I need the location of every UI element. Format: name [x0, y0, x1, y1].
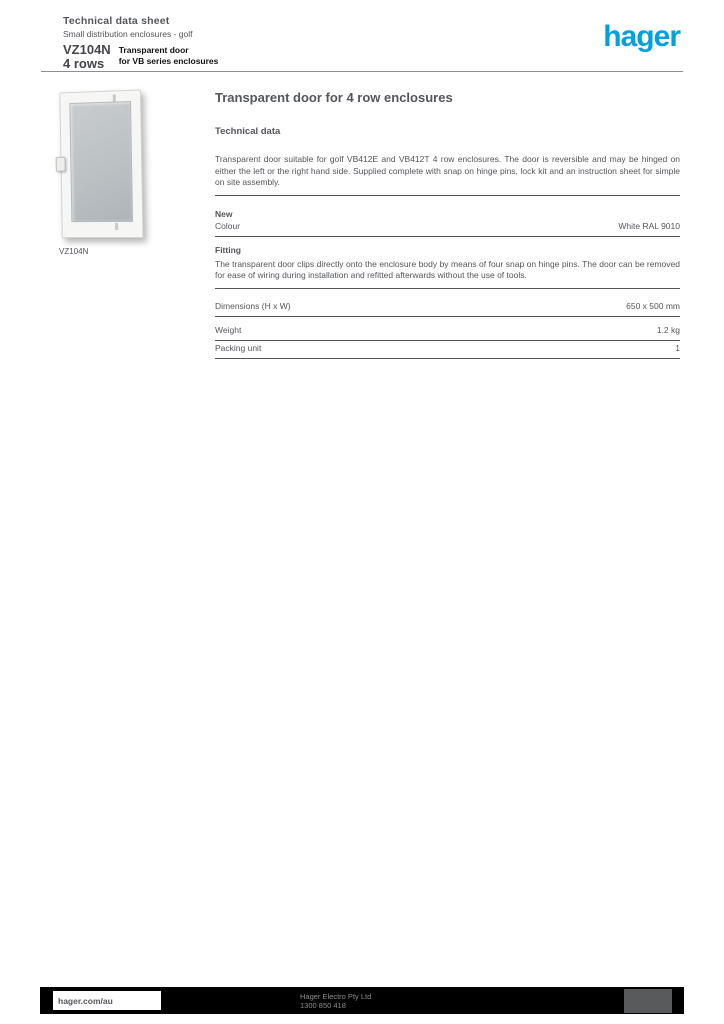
footer-website-link: hager.com/au [58, 995, 113, 1006]
spec-row-colour [215, 219, 680, 237]
spec-row-dimensions [215, 299, 680, 317]
footer-company-info [300, 992, 371, 1010]
spec-label: Weight [215, 324, 242, 335]
footer-bar [40, 987, 684, 1014]
product-desc-line2: for VB series enclosures [118, 56, 219, 66]
section-heading: Technical data [215, 126, 281, 137]
product-reference-row [63, 43, 218, 71]
spec-value: 1.2 kg [656, 324, 680, 335]
spec-label: Dimensions (H x W) [215, 300, 291, 311]
group1-caption: New [215, 208, 233, 219]
header-divider [41, 71, 683, 72]
header [63, 15, 218, 71]
hager-logo-text: hager [603, 20, 680, 53]
product-code: VZ104N [63, 42, 111, 57]
fitting-paragraph: The transparent door clips directly onto the enclosure body by means of four snap on hinge pins. The door can be removed for ease of wiring during installation and refitted afterwards without the use of tools. [215, 259, 680, 289]
product-image-caption: VZ104N [59, 247, 89, 256]
spec-column [215, 90, 680, 359]
spec-row-packing [215, 341, 680, 359]
spec-value: 1 [675, 342, 680, 353]
qr-code [624, 989, 672, 1013]
intro-paragraph: Transparent door suitable for golf VB412E and VB412T 4 row enclosures. The door is reversible and may be hinged on either the left or the right hand side. Supplied complete with snap on hinge pins, lock kit and an instruction sheet for simple on site assembly. [215, 154, 680, 196]
group2-heading: Fitting [215, 244, 241, 255]
footer-website-box [53, 991, 161, 1010]
spec-value: 650 x 500 mm [626, 300, 680, 311]
footer-company-line1: Hager Electro Pty Ltd [300, 992, 372, 1001]
product-short-description [119, 43, 219, 71]
product-code-sub: 4 rows [63, 56, 105, 71]
product-desc-line1: Transparent door [118, 45, 189, 55]
door-frame [59, 90, 143, 238]
product-reference [63, 43, 111, 71]
spec-label: Colour [215, 220, 241, 231]
door-hinge-icon [115, 223, 118, 230]
spec-value: White RAL 9010 [618, 220, 680, 231]
spec-row-weight [215, 323, 680, 341]
footer-company-line2: 1300 850 418 [300, 1001, 346, 1010]
hager-logo [603, 22, 680, 52]
document-type: Technical data sheet [63, 15, 170, 27]
door-glass-panel [69, 101, 133, 222]
door-handle [56, 157, 66, 172]
document-subtitle: Small distribution enclosures - golf [63, 29, 193, 39]
page-title: Transparent door for 4 row enclosures [215, 90, 453, 105]
spec-label: Packing unit [215, 342, 262, 353]
product-image [59, 90, 143, 238]
